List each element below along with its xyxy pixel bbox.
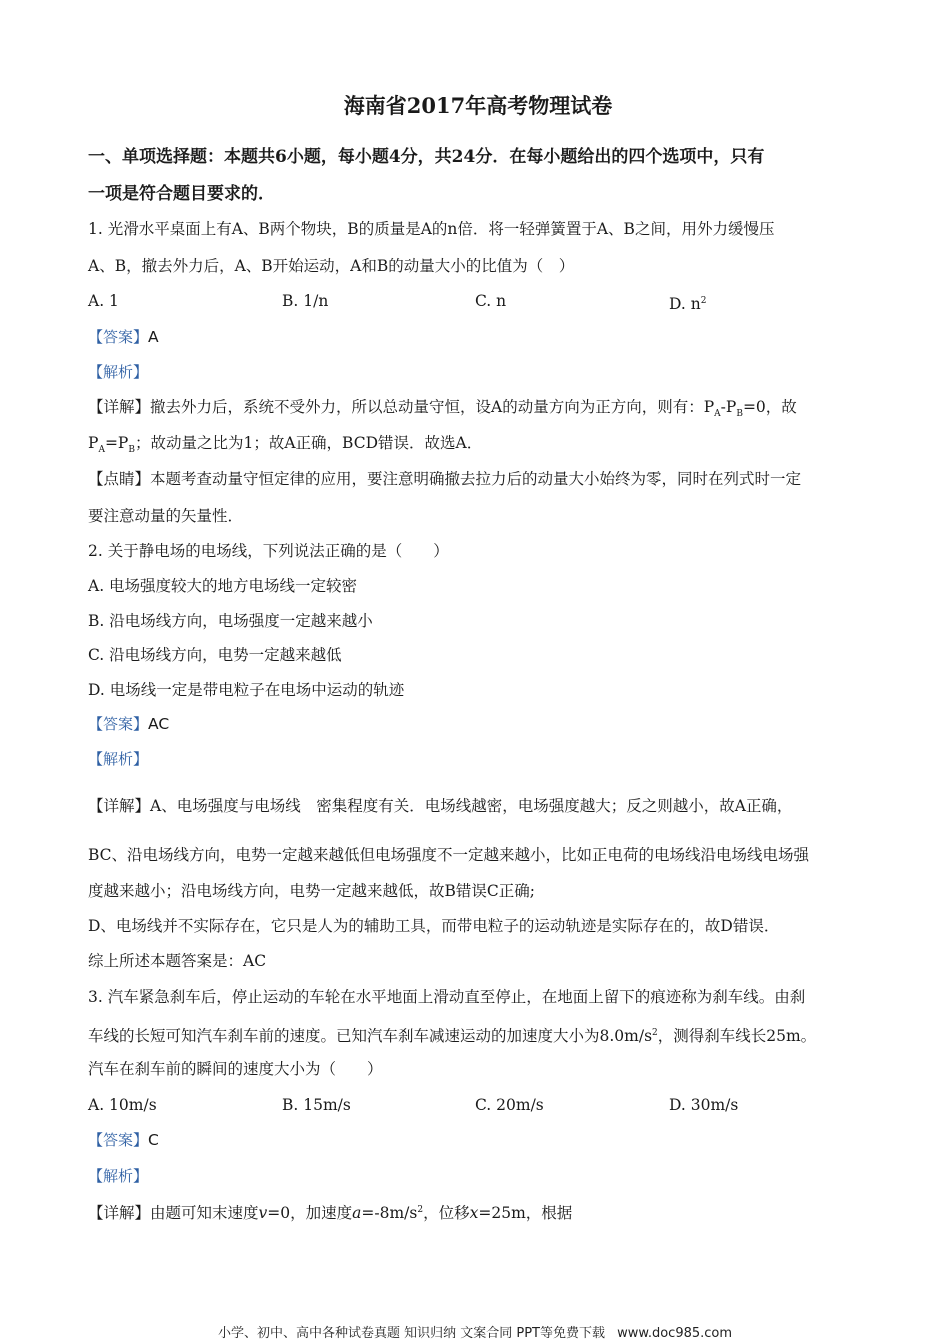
q1-comment-line1: 【点睛】本题考查动量守恒定律的应用，要注意明确撤去拉力后的动量大小始终为零，同时在列式时一定: [88, 470, 802, 488]
q1-analysis-label: 【解析】: [88, 363, 149, 381]
q3-analysis-label: 【解析】: [88, 1167, 149, 1185]
q3-stem-line1: 3. 汽车紧急刹车后，停止运动的车轮在水平地面上滑动直至停止，在地面上留下的痕迹称为刹车线。由刹: [88, 988, 806, 1006]
q2-option-c: C. 沿电场线方向，电势一定越来越低: [88, 646, 342, 664]
q1-comment-line2: 要注意动量的矢量性．: [88, 507, 244, 525]
page-title: 海南省2017年高考物理试卷: [343, 93, 613, 118]
q1-stem-line2: A、B，撤去外力后，A、B开始运动，A和B的动量大小的比值为（ ）: [88, 257, 575, 275]
q3-option-b: B. 15m/s: [282, 1096, 351, 1114]
q2-answer: 【答案】AC: [88, 715, 170, 733]
q2-stem: 2. 关于静电场的电场线，下列说法正确的是（ ）: [88, 542, 449, 560]
q2-analysis-label: 【解析】: [88, 750, 149, 768]
q2-detail-line1: 【详解】A、电场强度与电场线 密集程度有关．电场线越密，电场强度越大；反之则越小，故A正确，: [88, 797, 793, 815]
q1-detail-line1: 【详解】撤去外力后，系统不受外力，所以总动量守恒，设A的动量方向为正方向，则有：$P_A-P_B=0$，故: [88, 398, 797, 420]
q1-option-a: A. 1: [88, 292, 119, 310]
q1-detail-line2: $P_A=P_B$；故动量之比为1；故A正确，BCD错误．故选A．: [88, 434, 483, 456]
q1-option-b: B. 1/n: [282, 292, 329, 310]
footer-text: 小学、初中、高中各种试卷真题 知识归纳 文案合同 PPT等免费下载: [217, 1326, 605, 1341]
q3-option-d: D. 30m/s: [669, 1096, 739, 1114]
page-footer: [0, 1322, 950, 1341]
q2-detail-line5: 综上所述本题答案是：AC: [88, 952, 267, 970]
q2-option-b: B. 沿电场线方向，电场强度一定越来越小: [88, 612, 373, 630]
q2-detail-line3: 度越来越小；沿电场线方向，电势一定越来越低，故B错误C正确;: [88, 882, 535, 900]
q1-option-c: C. n: [475, 292, 507, 310]
q3-option-c: C. 20m/s: [475, 1096, 544, 1114]
section-heading-line1: 一、单项选择题：本题共6小题，每小题4分，共24分．在每小题给出的四个选项中，只有: [88, 147, 765, 167]
q2-detail-line4: D、电场线并不实际存在，它只是人为的辅助工具，而带电粒子的运动轨迹是实际存在的，故D错误．: [88, 917, 780, 935]
section-heading-line2: 一项是符合题目要求的．: [88, 184, 275, 204]
q1-option-d: D. $n^2$: [669, 295, 707, 314]
footer-site-link[interactable]: www.doc985.com: [617, 1326, 733, 1341]
q1-answer: 【答案】A: [88, 328, 159, 346]
q3-option-a: A. 10m/s: [88, 1096, 157, 1114]
q1-stem-line1: 1. 光滑水平桌面上有A、B两个物块，B的质量是A的n倍．将一轻弹簧置于A、B之间，用外力缓慢压: [88, 220, 775, 238]
q3-answer: 【答案】C: [88, 1131, 159, 1149]
q3-detail-line: 【详解】由题可知末速度v=0，加速度$a=-8m/s^2$，位移x=25m，根据: [88, 1204, 573, 1223]
q3-stem-line3: 汽车在刹车前的瞬间的速度大小为（ ）: [88, 1060, 383, 1078]
q3-stem-line2: 车线的长短可知汽车刹车前的速度。已知汽车刹车减速运动的加速度大小为$8.0m/s^2$，测得刹车线长25m。: [88, 1027, 817, 1046]
q2-detail-line2: BC、沿电场线方向，电势一定越来越低但电场强度不一定越来越小，比如正电荷的电场线沿电场线电场强: [88, 846, 810, 864]
q2-option-d: D. 电场线一定是带电粒子在电场中运动的轨迹: [88, 681, 405, 699]
q2-option-a: A. 电场强度较大的地方电场线一定较密: [88, 577, 358, 595]
